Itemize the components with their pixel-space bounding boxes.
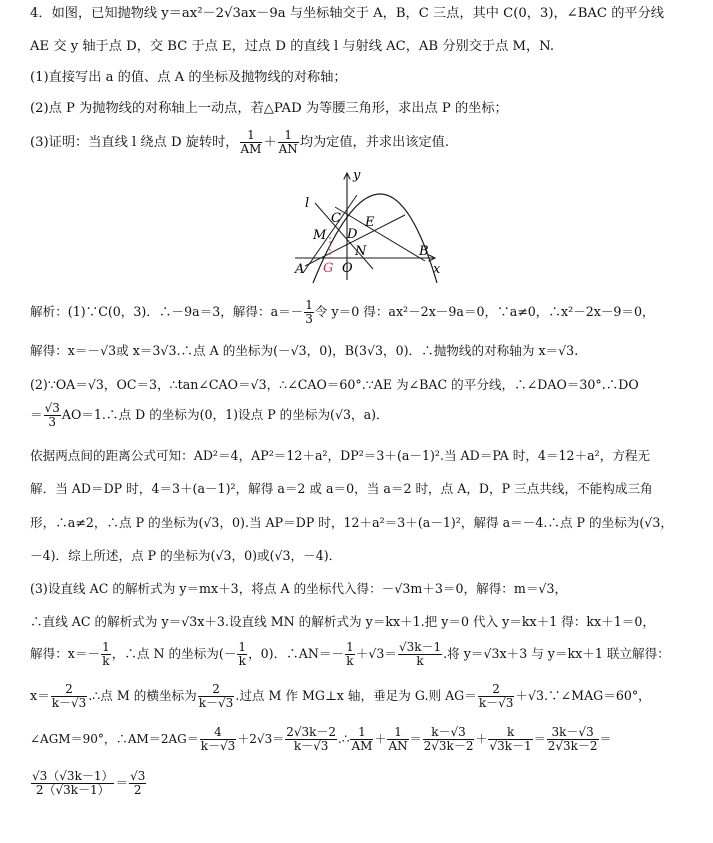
solution-line-8: －4)．综上所述，点 P 的坐标为(√3，0)或(√3，－4)． (30, 548, 342, 563)
solution-line-7: 形，∴a≠2，∴点 P 的坐标为(√3，0).当 AP＝DP 时，12＋a²＝3＋(a－1)²，解得 a＝－4.∴点 P 的坐标为(√3， (30, 515, 673, 530)
solution-line-5: 依据两点间的距离公式可知：AD²＝4，AP²＝12＋a²，DP²＝3＋(a－1)².当 AD＝PA 时，4＝12＋a²，方程无 (30, 448, 651, 463)
q3-prefix: (3)证明：当直线 l 绕点 D 旋转时， (30, 135, 239, 150)
label-a: A (295, 262, 305, 277)
geometry-figure (285, 165, 455, 285)
fraction: $\frac{√3(√3k-1)}{2(√3k-1)}$ (32, 769, 114, 797)
label-g: G (323, 261, 334, 276)
fraction: $\frac{4}{k-√3}$ (200, 725, 236, 753)
fraction: $\frac{1}{k}$ (346, 640, 354, 668)
solution-line-13: ∠AGM＝90°，∴AM＝2AG＝ $\frac{4}{k-√3}$ ＋2√3＝ $\frac{2√3k-2}{k-√3}$ .∴ $\frac{1}{AM}$ ＋ $\frac{1}{AN}$ ＝ $\frac{k-√3}{2√3k-2}$ ＋ $\frac{k}{√3k-1}$ ＝ $\frac{3k-√3}{2√3k-2}$ ＝ (30, 725, 612, 753)
fraction: $\frac{1}{k}$ (238, 640, 247, 668)
solution-line-6: 解．当 AD＝DP 时，4＝3＋(a－1)²，解得 a＝2 或 a＝0，当 a＝2 时，点 A，D，P 三点共线，不能构成三角 (30, 481, 653, 496)
solution-line-1: 解析：(1)∵C(0，3)．∴－9a＝3，解得：a＝－ $\frac{1}{3}$ 令 y＝0 得：ax²－2x－9a＝0，∵a≠0，∴x²－2x－9＝0， (30, 298, 655, 326)
q3-suffix: 均为定值，并求出该定值. (299, 135, 450, 150)
label-e: E (365, 215, 375, 230)
fraction-one-third: $\frac{1}{3}$ (305, 298, 313, 326)
fraction-final-answer: $\frac{√3}{2}$ (130, 769, 146, 797)
label-y: y (353, 168, 361, 183)
fraction: $\frac{k-√3}{2√3k-2}$ (423, 725, 474, 753)
solution-line-11: 解得：x＝－ $\frac{1}{k}$ ，∴点 N 的坐标为(－ $\frac{1}{k}$ ，0)．∴AN＝－ $\frac{1}{k}$ ＋√3＝ $\frac{√3k-1}{k}$ .将 y＝√3x＋3 与 y＝kx＋1 联立解得： (30, 640, 670, 668)
fraction-root3-over-3: $\frac{√3}{3}$ (44, 401, 60, 429)
fraction: $\frac{2√3k-2}{k-√3}$ (286, 725, 337, 753)
label-x: x (433, 262, 441, 277)
solution-line-3: (2)∵OA＝√3，OC＝3，∴tan∠CAO＝√3，∴∠CAO＝60°.∵AE 为∠BAC 的平分线，∴∠DAO＝30°.∴DO (30, 377, 639, 392)
question-2: (2)点 P 为抛物线的对称轴上一动点，若△PAD 为等腰三角形，求出点 P 的坐标； (30, 101, 508, 116)
label-n: N (355, 244, 367, 259)
label-c: C (331, 211, 341, 226)
question-1: (1)直接写出 a 的值、点 A 的坐标及抛物线的对称轴； (30, 70, 347, 85)
label-l: l (305, 196, 310, 211)
problem-line-2: AE 交 y 轴于点 D，交 BC 于点 E，过点 D 的直线 l 与射线 AC，AB 分别交于点 M，N. (30, 39, 555, 54)
fraction: $\frac{1}{AM}$ (351, 725, 373, 753)
label-d: D (347, 227, 358, 242)
label-b: B (419, 244, 429, 259)
label-o: O (342, 261, 353, 276)
solution-line-4: ＝ $\frac{√3}{3}$ AO＝1.∴点 D 的坐标为(0，1)设点 P 的坐标为(√3，a)． (30, 401, 389, 429)
fraction: $\frac{2}{k-√3}$ (51, 682, 87, 710)
fraction: $\frac{2}{k-√3}$ (478, 682, 514, 710)
fraction-1-over-an: $\frac{1}{AN}$ (278, 128, 298, 156)
fraction: $\frac{k}{√3k-1}$ (489, 725, 532, 753)
solution-line-9: (3)设直线 AC 的解析式为 y＝mx＋3，将点 A 的坐标代入得：－√3m＋3＝0，解得：m＝√3， (30, 581, 568, 596)
label-m: M (313, 228, 327, 243)
problem-line-1: 4．如图，已知抛物线 y＝ax²－2√3ax－9a 与坐标轴交于 A，B，C 三点，其中 C(0，3)，∠BAC 的平分线 (30, 6, 664, 21)
fraction: $\frac{3k-√3}{2√3k-2}$ (547, 725, 598, 753)
fraction: $\frac{1}{AN}$ (388, 725, 408, 753)
fraction: $\frac{1}{k}$ (102, 640, 110, 668)
solution-line-2: 解得：x＝－√3或 x＝3√3.∴点 A 的坐标为(－√3，0)，B(3√3，0)．∴抛物线的对称轴为 x＝√3. (30, 343, 579, 358)
solution-line-10: ∴直线 AC 的解析式为 y＝√3x＋3.设直线 MN 的解析式为 y＝kx＋1.把 y＝0 代入 y＝kx＋1 得：kx＋1＝0， (30, 614, 655, 629)
solution-line-14: $\frac{√3(√3k-1)}{2(√3k-1)}$ ＝ $\frac{√3}{2}$ (32, 769, 146, 797)
solution-line-12: x＝ $\frac{2}{k-√3}$ .∴点 M 的横坐标为 $\frac{2}{k-√3}$ .过点 M 作 MG⊥x 轴，垂足为 G.则 AG＝ $\frac{2}{k-√3}$ ＋√3.∵∠MAG＝60°， (30, 682, 651, 710)
question-3: (3)证明：当直线 l 绕点 D 旋转时， $\frac{1}{AM}$ ＋ $\frac{1}{AN}$ 均为定值，并求出该定值. (30, 128, 450, 156)
fraction: $\frac{√3k-1}{k}$ (398, 640, 442, 668)
fraction: $\frac{2}{k-√3}$ (198, 682, 234, 710)
fraction-1-over-am: $\frac{1}{AM}$ (240, 128, 262, 156)
